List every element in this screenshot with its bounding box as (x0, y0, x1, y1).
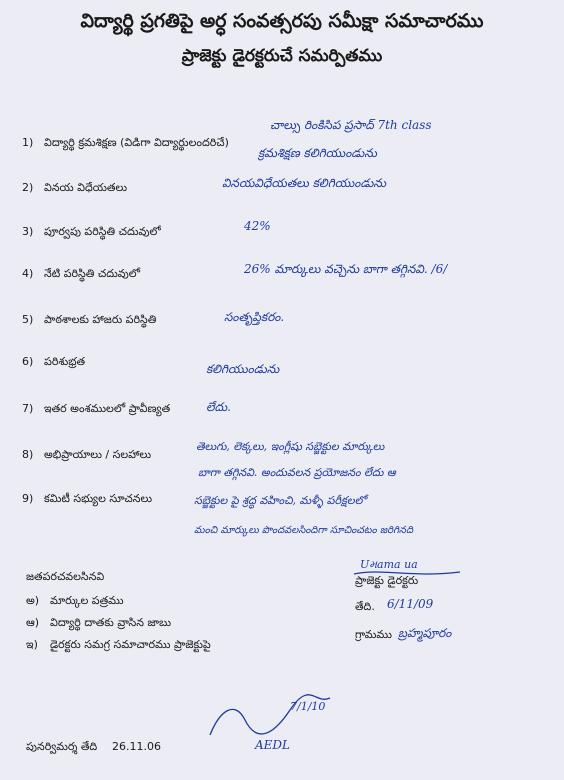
enclosure-mark: ఆ) (26, 616, 40, 629)
answer-7: లేదు. (206, 400, 231, 414)
item-number: 1) (22, 136, 34, 149)
director-designation: ప్రాజెక్టు డైరక్టరు (355, 574, 419, 587)
enclosure-text: విద్యార్థి దాతకు వ్రాసిన జాబు (50, 616, 172, 629)
answer-8-line-4: మంచి మార్కులు పొందవలసిందిగా సూచించటం జరిగినది (194, 525, 414, 536)
answer-1-line-2: క్రమశిక్షణ కలిగియుండును (258, 146, 377, 160)
item-label: పరిశుభ్రత (44, 355, 86, 368)
answer-2: వినయవిధేయతలు కలిగియుండును (222, 176, 386, 190)
village-value: బ్రహ్మపూరం (398, 626, 452, 640)
enclosure-mark: అ) (26, 594, 40, 607)
item-label: వినయ విధేయతలు (44, 181, 128, 194)
item-number: 4) (22, 267, 34, 280)
enclosures-heading: జతపరచవలసినవి (26, 570, 105, 583)
revised-date-label: పునర్విమర్శ తేది (26, 740, 98, 753)
answer-5: సంతృప్తికరం. (224, 310, 285, 324)
item-number: 7) (22, 402, 34, 415)
item-number: 8) (22, 448, 34, 461)
item-label: ఇతర అంశములలో ప్రావీణ్యత (44, 402, 171, 415)
item-number: 5) (22, 313, 34, 326)
date-label: తేది. (355, 600, 375, 613)
answer-8-line-2: బాగా తగ్గినవి. అందువలన ప్రయోజనం లేదు ఆ (198, 466, 396, 479)
document-subtitle: ప్రాజెక్టు డైరక్టరుచే సమర్పితము (181, 46, 383, 66)
item-number: 9) (22, 492, 34, 505)
enclosure-mark: ఇ) (26, 638, 38, 651)
enclosure-text: డైరక్టరు సమగ్ర సమాచారము ప్రాజెక్టుపై (50, 638, 211, 651)
answer-6: కలిగియుండును (206, 362, 280, 376)
item-label: కమిటీ సభ్యుల సూచనలు (44, 492, 153, 505)
enclosure-text: మార్కుల పత్రము (50, 594, 124, 607)
item-number: 3) (22, 225, 34, 238)
item-number: 6) (22, 355, 34, 368)
date-value: 6/11/09 (387, 597, 434, 611)
bottom-signature-date: 7/1/10 (290, 700, 326, 713)
item-number: 2) (22, 181, 34, 194)
item-label: విద్యార్థి క్రమశిక్షణ (విడిగా విద్యార్థులందరిచే) (44, 136, 229, 149)
answer-4: 26% మార్కులు వచ్చెను బాగా తగ్గినవి. /6/ (244, 262, 448, 276)
item-label: అభిప్రాయాలు / సలహాలు (44, 448, 152, 461)
item-label: నేటి పరిస్థితి చదువులో (44, 267, 141, 280)
village-label: గ్రామము (355, 628, 392, 641)
director-signature: Uમama ua (360, 558, 418, 571)
answer-3: 42% (244, 219, 271, 233)
answer-8-line-3: సబ్జెక్టుల పై శ్రద్ధ వహించి, మళ్ళీ పరీక్షలలో (194, 494, 366, 507)
item-label: పూర్వపు పరిస్థితి చదువులో (44, 225, 161, 238)
document-title: విద్యార్థి ప్రగతిపై అర్ధ సంవత్సరపు సమీక్షా సమాచారము (80, 10, 484, 32)
revised-date-value: 26.11.06 (112, 740, 161, 753)
item-label: పాఠశాలకు హాజరు పరిస్థితి (44, 313, 157, 326)
bottom-signature-text: AEDL (255, 738, 291, 752)
answer-1-line-1: చాల్సు రింకిసిప ప్రసాద్ 7th class (270, 118, 432, 132)
answer-8-line-1: తెలుగు, లెక్కలు, ఇంగ్లీషు సబ్జెక్టుల మార్కులు (196, 440, 385, 453)
